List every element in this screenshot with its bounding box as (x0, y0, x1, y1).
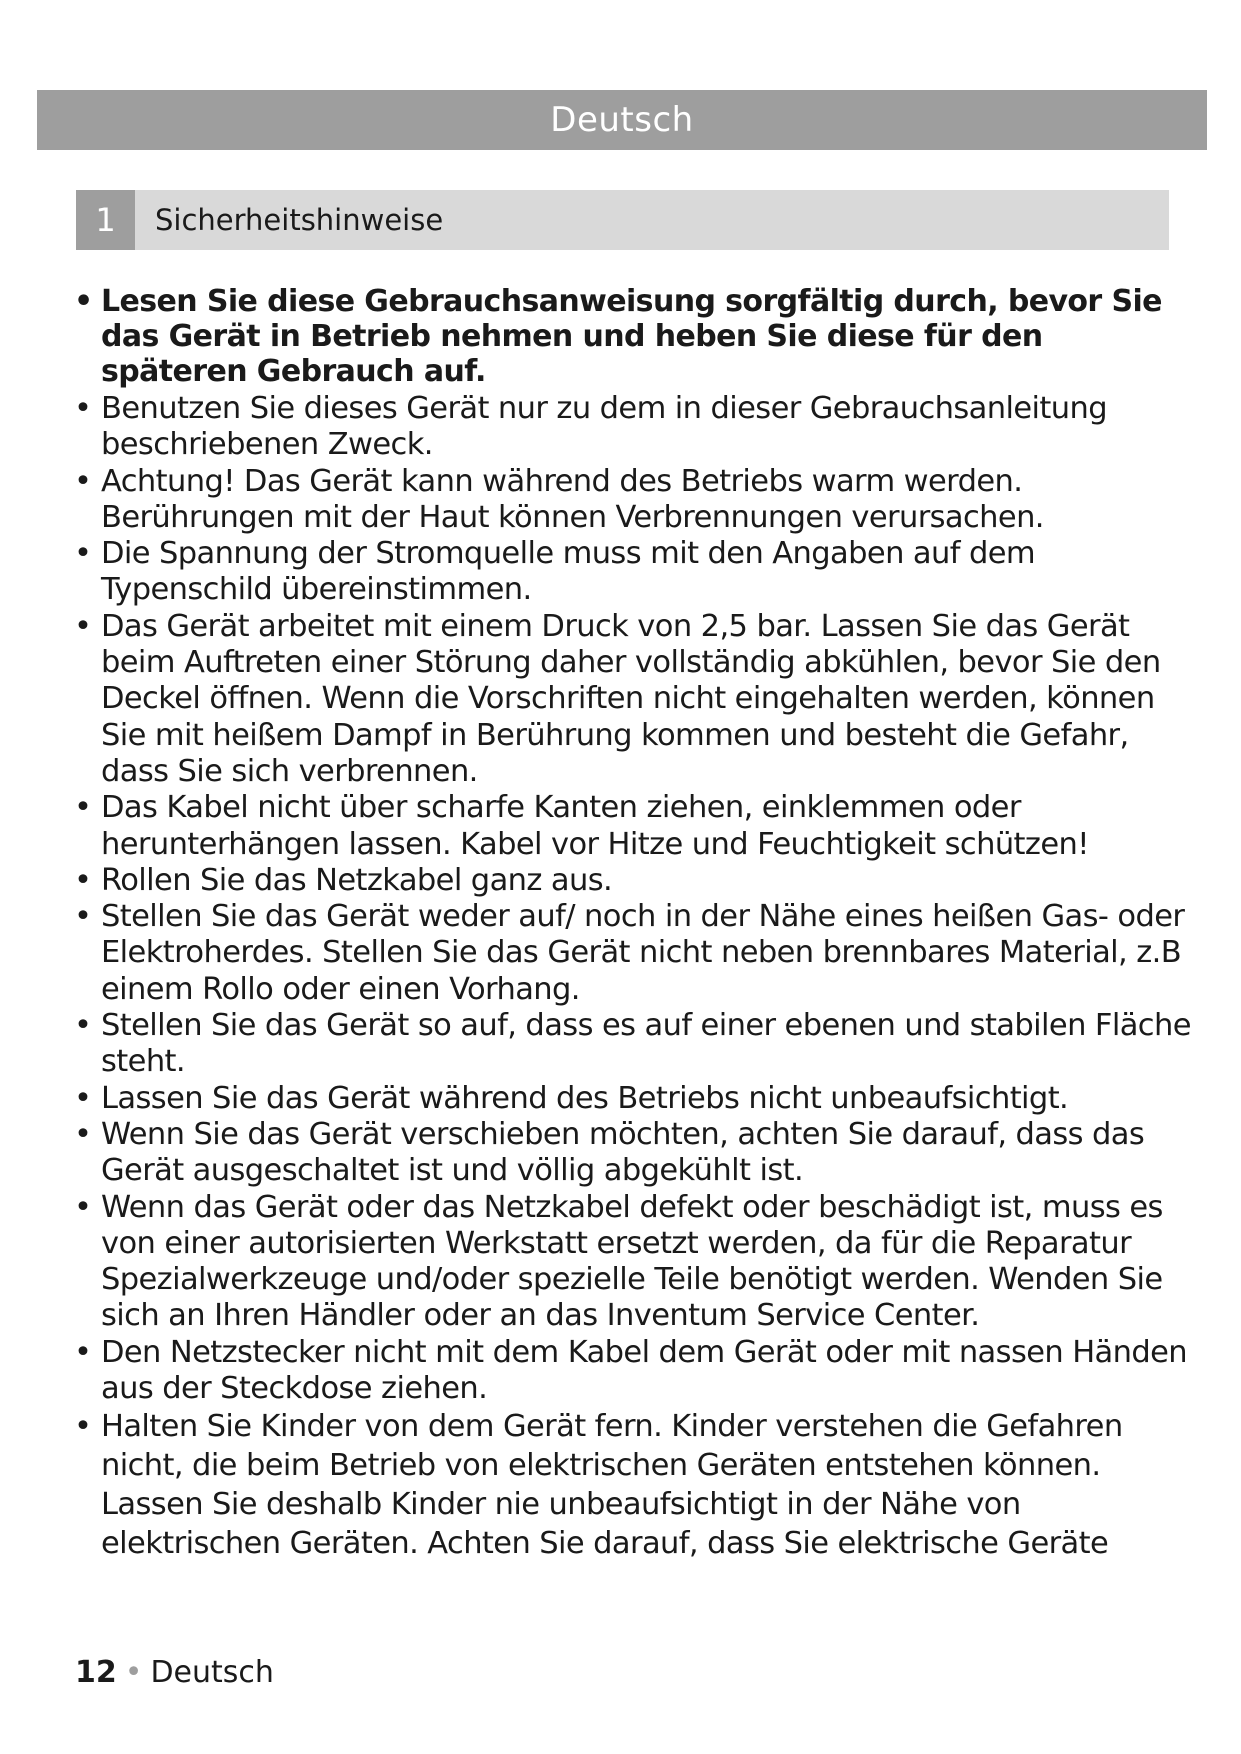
list-item (72, 899, 1192, 1008)
section-title: Sicherheitshinweise (155, 203, 444, 237)
list-item-text: Benutzen Sie dieses Gerät nur zu dem in dieser Gebrauchsanleitung beschriebenen Zweck. (101, 391, 1107, 463)
language-banner (37, 90, 1207, 150)
list-item-text: Das Gerät arbeitet mit einem Druck von 2,5 bar. Lassen Sie das Gerät beim Auftreten einer Störung daher vollständig abkühlen, bevor Sie den Deckel öffnen. Wenn die Vorschriften nicht eingehalten werden, können Sie mit heißem Dampf in Berührung kommen und besteht die Gefahr, dass Sie sich verbrennen. (101, 608, 1161, 789)
bullet-icon: • (74, 1116, 92, 1152)
bullet-icon: • (74, 790, 92, 826)
bullet-icon: • (74, 536, 92, 572)
footer-language: Deutsch (150, 1655, 274, 1690)
list-item (72, 1117, 1192, 1190)
list-item (72, 1335, 1192, 1408)
bullet-icon: • (74, 1409, 92, 1445)
bullet-icon: • (74, 1008, 92, 1044)
list-item-text: Stellen Sie das Gerät weder auf/ noch in der Nähe eines heißen Gas- oder Elektroherdes. Stellen Sie das Gerät nicht neben brennbares Material, z.B einem Rollo oder einen Vorhang. (101, 899, 1185, 1007)
list-item-text: Lesen Sie diese Gebrauchsanweisung sorgfältig durch, bevor Sie das Gerät in Betrieb nehmen und heben Sie diese für den späteren Gebrauch auf. (101, 284, 1162, 389)
list-item-text: Das Kabel nicht über scharfe Kanten ziehen, einklemmen oder herunterhängen lassen. Kabel vor Hitze und Feuchtigkeit schützen! (101, 790, 1089, 862)
list-item (72, 284, 1192, 389)
list-item (72, 609, 1192, 790)
list-item (72, 1407, 1192, 1563)
bullet-icon: • (74, 391, 92, 426)
footer-separator: • (124, 1655, 143, 1690)
list-item (72, 1008, 1192, 1081)
section-header (76, 190, 1169, 250)
list-item-text: Halten Sie Kinder von dem Gerät fern. Kinder verstehen die Gefahren nicht, die beim Betrieb von elektrischen Geräten entstehen können. Lassen Sie deshalb Kinder nie unbeaufsichtigt in der Nähe von elektrischen Geräten. Achten Sie darauf, dass Sie elektrische Geräte (101, 1409, 1123, 1562)
list-item-text: Den Netzstecker nicht mit dem Kabel dem Gerät oder mit nassen Händen aus der Steckdose ziehen. (101, 1334, 1188, 1407)
page-footer (75, 1655, 274, 1690)
bullet-icon: • (74, 284, 93, 319)
list-item-text: Die Spannung der Stromquelle muss mit den Angaben auf dem Typenschild übereinstimmen. (101, 536, 1035, 608)
bullet-icon: • (74, 862, 92, 898)
list-item-text: Achtung! Das Gerät kann während des Betriebs warm werden. Berührungen mit der Haut können Verbrennungen verursachen. (101, 463, 1044, 535)
bullet-icon: • (74, 463, 92, 499)
section-number: 1 (76, 190, 135, 250)
list-item-text: Stellen Sie das Gerät so auf, dass es auf einer ebenen und stabilen Fläche steht. (101, 1008, 1191, 1080)
list-item (72, 1081, 1192, 1117)
list-item-text: Wenn Sie das Gerät verschieben möchten, achten Sie darauf, dass das Gerät ausgeschaltet ist und völlig abgekühlt ist. (101, 1116, 1145, 1189)
bullet-icon: • (74, 1080, 92, 1116)
safety-instructions-list (72, 284, 1192, 1563)
list-item (72, 536, 1192, 609)
page-number: 12 (75, 1655, 117, 1690)
bullet-icon: • (74, 608, 92, 644)
list-item-text: Wenn das Gerät oder das Netzkabel defekt oder beschädigt ist, muss es von einer autorisierten Werkstatt ersetzt werden, da für die Reparatur Spezialwerkzeuge und/oder spezielle Teile benötigt werden. Wenden Sie sich an Ihren Händler oder an das Inventum Service Center. (101, 1189, 1163, 1334)
list-item (72, 464, 1192, 537)
list-item-text: Lassen Sie das Gerät während des Betriebs nicht unbeaufsichtigt. (101, 1080, 1069, 1116)
bullet-icon: • (74, 1334, 92, 1370)
list-item-text: Rollen Sie das Netzkabel ganz aus. (101, 862, 613, 898)
list-item (72, 391, 1192, 464)
bullet-icon: • (74, 899, 92, 935)
language-banner-label: Deutsch (550, 100, 694, 140)
list-item (72, 790, 1192, 863)
list-item (72, 863, 1192, 899)
list-item (72, 1190, 1192, 1335)
bullet-icon: • (74, 1189, 92, 1225)
